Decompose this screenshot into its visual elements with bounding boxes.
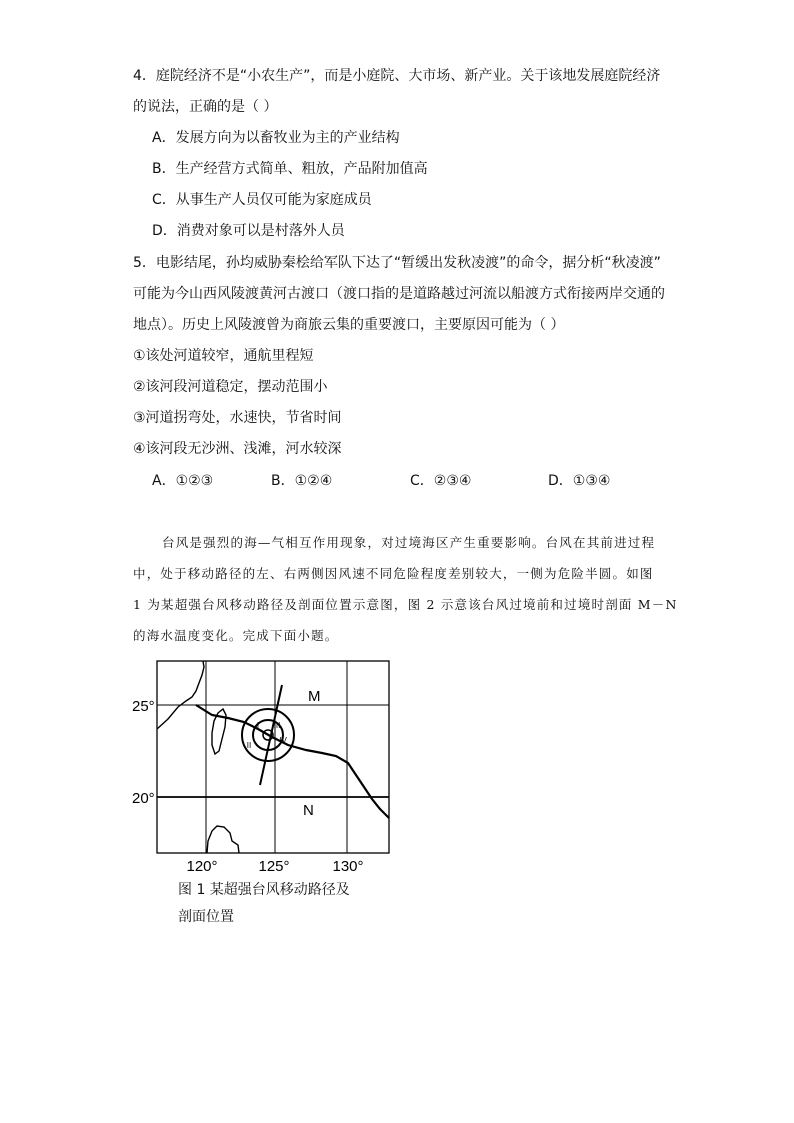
q5-stem-line3: 地点）。历史上风陵渡曾为商旅云集的重要渡口，主要原因可能为（ ）: [133, 317, 565, 333]
q5-choice-a: A．①②③: [152, 473, 214, 489]
lon-label-130: 130°: [332, 858, 364, 875]
q5-statement-3: ③河道拐弯处，水速快，节省时间: [133, 410, 342, 426]
q4-option-d: D．消费对象可以是村落外人员: [152, 223, 345, 239]
quadrant-label-4: IV: [279, 736, 287, 745]
lat-label-20: 20°: [132, 790, 155, 807]
figure-caption-line1: 图 1 某超强台风移动路径及: [178, 882, 350, 898]
q5-choice-c: C．②③④: [410, 473, 472, 489]
passage-line1: 台风是强烈的海—气相互作用现象，对过境海区产生重要影响。台风在其前进过程: [162, 535, 656, 550]
quadrant-label-1: I: [256, 721, 260, 730]
point-label-m: M: [308, 688, 321, 705]
q5-stem-line2: 可能为今山西风陵渡黄河古渡口（渡口指的是道路越过河流以船渡方式衔接两岸交通的: [133, 286, 665, 302]
q4-option-a: A．发展方向为以畜牧业为主的产业结构: [152, 130, 400, 146]
quadrant-label-2: II: [246, 741, 252, 750]
point-label-n: N: [303, 802, 314, 819]
quadrant-label-3: III: [273, 721, 281, 730]
q5-statement-1: ①该处河道较窄，通航里程短: [133, 348, 314, 364]
lon-label-120: 120°: [186, 858, 218, 875]
q5-statement-4: ④该河段无沙洲、浅滩，河水较深: [133, 441, 342, 457]
figure-caption-line2: 剖面位置: [178, 909, 234, 925]
q5-choice-b: B．①②④: [271, 473, 333, 489]
lon-label-125: 125°: [258, 858, 290, 875]
q5-statement-2: ②该河段河道稳定，摆动范围小: [133, 379, 328, 395]
q4-stem-line1: 4．庭院经济不是“小农生产”，而是小庭院、大市场、新产业。关于该地发展庭院经济: [133, 68, 661, 84]
passage-line2: 中，处于移动路径的左、右两侧因风速不同危险程度差别较大，一侧为危险半圆。如图: [133, 566, 654, 581]
q4-option-b: B．生产经营方式简单、粗放，产品附加值高: [152, 161, 428, 177]
q4-option-c: C．从事生产人员仅可能为家庭成员: [152, 192, 372, 208]
q5-stem-line1: 5．电影结尾，孙均威胁秦桧给军队下达了“暂缓出发秋凌渡”的命令，据分析“秋凌渡”: [133, 255, 661, 271]
mainland-coastline: [157, 661, 204, 729]
lat-label-25: 25°: [132, 698, 155, 715]
q5-choice-d: D．①③④: [548, 473, 611, 489]
luzon-island: [207, 826, 239, 853]
passage-line4: 的海水温度变化。完成下面小题。: [133, 628, 339, 643]
typhoon-path-map: [120, 655, 410, 875]
q4-stem-line2: 的说法，正确的是（ ）: [133, 99, 278, 115]
passage-line3: 1 为某超强台风移动路径及剖面位置示意图，图 2 示意该台风过境前和过境时剖面 M－N: [133, 597, 678, 612]
map-frame: [157, 661, 389, 853]
